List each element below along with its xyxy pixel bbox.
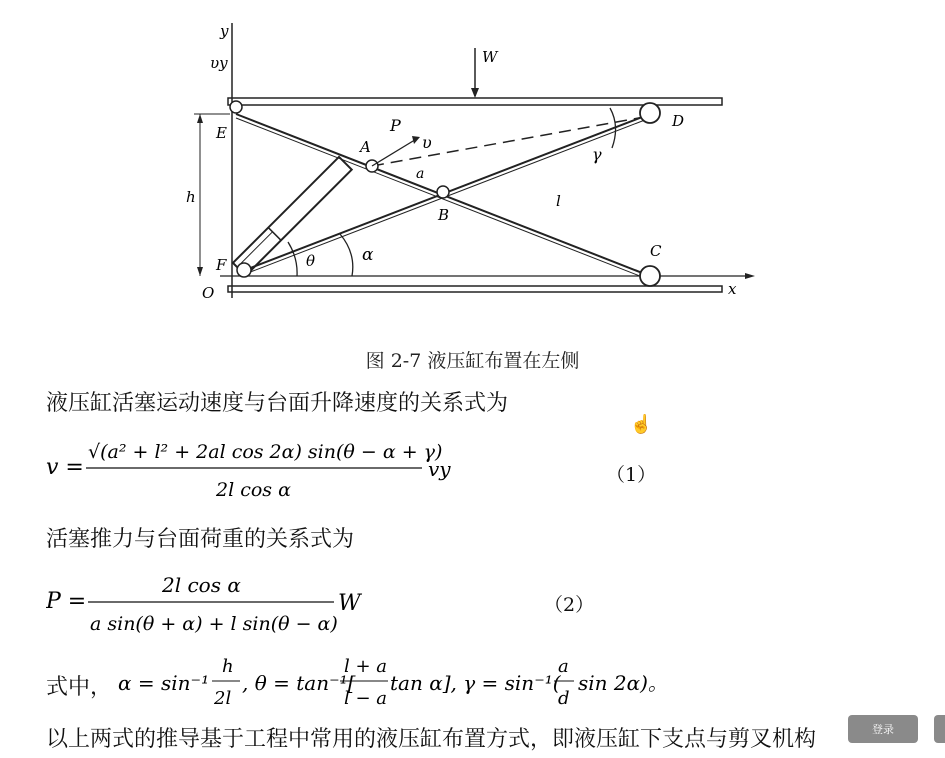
figure-caption: 图 2-7 液压缸布置在左侧 xyxy=(365,350,580,372)
label-A: A xyxy=(360,138,371,156)
eq2-numerator: 2l cos α xyxy=(162,573,241,597)
mechanism-figure xyxy=(180,8,760,308)
theta-tail: tan α], γ = sin⁻¹( xyxy=(390,671,561,695)
label-y: y xyxy=(220,22,229,40)
eq2-lhs: P = xyxy=(46,589,87,614)
theta-def: , θ = tan⁻¹[ xyxy=(242,671,356,695)
label-vy: υy xyxy=(210,54,228,72)
equation-1 xyxy=(46,430,466,506)
label-B: B xyxy=(438,206,450,224)
equation-2-number: （2） xyxy=(544,594,595,616)
paragraph-derivation-basis: 以上两式的推导基于工程中常用的液压缸布置方式，即液压缸下支点与剪叉机构 xyxy=(46,727,817,752)
label-l: l xyxy=(556,192,561,210)
label-E: E xyxy=(216,124,227,142)
eq1-lhs: v = xyxy=(46,455,84,480)
label-O: O xyxy=(202,284,215,302)
paragraph-where-prefix: 式中， xyxy=(46,675,113,700)
theta-num: l + a xyxy=(344,656,388,677)
label-a: a xyxy=(416,166,425,182)
hand-cursor-icon: ☝ xyxy=(630,414,653,435)
label-h: h xyxy=(186,188,196,206)
label-x: x xyxy=(728,280,737,298)
label-alpha: α xyxy=(362,245,374,265)
theta-den: l − a xyxy=(344,688,388,709)
gamma-tail: sin 2α)。 xyxy=(578,671,668,695)
eq1-numerator: √(a² + l² + 2al cos 2α) sin(θ − α + γ) xyxy=(88,441,443,463)
side-tab-button[interactable] xyxy=(934,715,945,743)
alpha-def: α = sin⁻¹ xyxy=(118,671,210,695)
equation-1-number: （1） xyxy=(606,464,657,486)
login-button[interactable]: 登录 xyxy=(848,715,918,743)
eq2-denominator: a sin(θ + α) + l sin(θ − α) xyxy=(90,613,338,635)
gamma-num: a xyxy=(558,656,569,677)
label-theta: θ xyxy=(306,252,316,270)
label-W: W xyxy=(482,48,498,66)
paragraph-velocity-intro: 液压缸活塞运动速度与台面升降速度的关系式为 xyxy=(46,391,509,416)
label-v: υ xyxy=(422,133,432,152)
equation-definitions xyxy=(118,652,678,716)
label-F: F xyxy=(216,256,227,274)
gamma-den: d xyxy=(558,688,570,709)
label-C: C xyxy=(650,242,662,260)
label-P: P xyxy=(390,116,401,135)
alpha-den: 2l xyxy=(214,688,232,709)
eq2-suffix: W xyxy=(338,591,361,616)
alpha-num: h xyxy=(222,656,234,677)
eq1-denominator: 2l cos α xyxy=(216,479,291,501)
label-gamma: γ xyxy=(592,145,602,164)
label-D: D xyxy=(672,112,685,130)
eq1-suffix: vy xyxy=(428,457,451,481)
equation-2 xyxy=(46,566,376,642)
paragraph-force-intro: 活塞推力与台面荷重的关系式为 xyxy=(46,527,355,552)
